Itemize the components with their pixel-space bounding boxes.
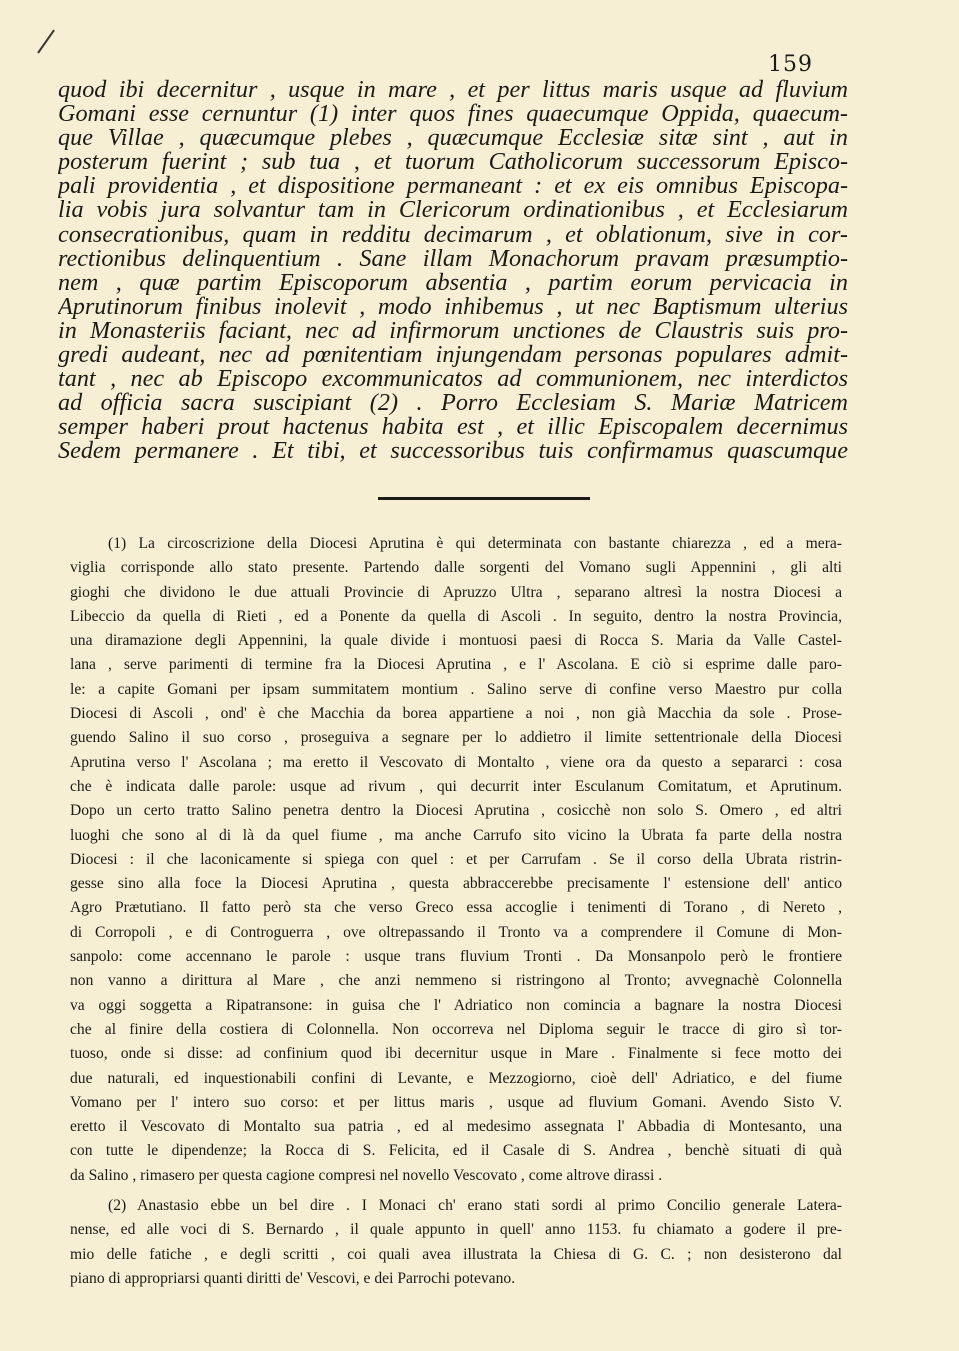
main-text-line: lia vobis jura solvantur tam in Clericorum ordinationibus , et Ecclesiarum (58, 198, 848, 223)
main-text-line: posterum fuerint ; sub tua , et tuorum Catholicorum successorum Episco- (58, 150, 848, 175)
margin-mark (37, 29, 55, 53)
footnote-line: lana , serve parimenti di termine fra la Diocesi Aprutina , e l' Ascolana. E ciò si esprime dalle paro- (70, 656, 842, 674)
footnote-line: Diocesi : il che laconicamente si spiega con quel : et per Carrufam . Se il corso della Ubrata ristrin- (70, 850, 842, 868)
footnote-line: va oggi soggetta a Ripatransone: in guisa che l' Adriatico non comincia a bagnare la nostra Diocesi (70, 996, 842, 1014)
main-text-line: nem , quæ partim Episcoporum absentia , partim eorum pervicacia in (58, 270, 848, 295)
footnote-line: Agro Prætutiano. Il fatto però sta che verso Greco essa accoglie i tenimenti di Torano , di Nereto , (70, 899, 842, 917)
page-number: 159 (768, 52, 813, 77)
footnote-line: Libeccio da quella di Rieti , ed a Ponente da quella di Ascoli . In seguito, dentro la nostra Provincia, (70, 607, 842, 625)
main-text-line: tant , nec ab Episcopo excommunicatos ad communionem, nec interdictos (58, 367, 848, 392)
footnote-line: gioghi che dividono le due attuali Provincie di Apruzzo Ultra , separano altresì la nostra Diocesi a (70, 583, 842, 601)
footnote-line: piano di appropriarsi quanti diritti de' Vescovi, e dei Parrochi potevano. (70, 1269, 516, 1287)
main-text-line: pali providentia , et dispositione permaneant : et ex eis omnibus Episcopa- (58, 174, 848, 199)
main-text-line: in Monasteriis faciant, nec ad infirmorum unctiones de Claustris suis pro- (58, 318, 848, 344)
footnote-line: Diocesi di Ascoli , ond' è che Macchia da borea appartiene a noi , non già Macchia da sole . Prose- (70, 705, 842, 723)
footnote-line: non vanno a dirittura al Mare , che anzi nemmeno si ristringono al Tronto; avvegnachè Colonnella (70, 972, 842, 990)
main-text-line: semper haberi prout hactenus habita est , et illic Episcopalem decernimus (58, 415, 848, 440)
footnote-line: nense, ed alle voci di S. Bernardo , il quale appunto in quell' anno 1153. fu chiamato a godere il pre- (70, 1221, 842, 1239)
footnote-separator-rule (378, 497, 590, 500)
main-text-line: Sedem permanere . Et tibi, et successoribus tuis confirmamus quascumque (58, 439, 848, 464)
main-text-line: Gomani esse cernuntur (1) inter quos fines quaecumque Oppida, quaecum- (58, 102, 848, 127)
main-text-line: rectionibus delinquentium . Sane illam Monachorum pravam præsumptio- (58, 246, 848, 271)
footnote-line: Vomano per l' intero suo corso: et per littus maris , usque ad fluvium Gomani. Avendo Sisto V. (70, 1093, 842, 1111)
footnote-line: le: a capite Gomani per ipsam summitatem montium . Salino serve di confine verso Maestro pur colla (70, 680, 842, 698)
footnote-line: viglia corrisponde allo stato presente. Partendo dalle sorgenti del Vomano sugli Appennini , gli alti (70, 559, 842, 577)
footnote-line: che è indicata dalle parole: usque ad rivum , qui decurrit inter Esculanum Comitatum, et Aprutinum. (70, 777, 842, 795)
footnote-line: che al finire della costiera di Colonnella. Non occorreva nel Diploma seguir le tracce di giro sì tor- (70, 1020, 842, 1038)
footnotes (70, 532, 842, 1291)
main-text-line: ad officia sacra suscipiant (2) . Porro Ecclesiam S. Mariæ Matricem (58, 391, 848, 416)
footnote-line: gesse sino alla foce la Diocesi Aprutina , questa abbraccerebbe precisamente l' estensione dell' antico (70, 875, 842, 893)
main-text-line: que Villae , quæcumque plebes , quæcumque Ecclesiæ sitæ sint , aut in (58, 126, 848, 151)
main-text-line: quod ibi decernitur , usque in mare , et per littus maris usque ad fluvium (58, 78, 848, 103)
footnote-line: da Salino , rimasero per questa cagione compresi nel novello Vescovato , come altrove dirassi . (70, 1166, 663, 1184)
footnote-line: tuoso, onde si disse: ad confinium quod ibi decernitur usque in Mare . Finalmente si fece motto dei (70, 1045, 842, 1063)
footnote-line: due naturali, ed inquestionabili confini di Levante, e Mezzogiorno, cioè dell' Adriatico, e del fiume (70, 1069, 842, 1087)
main-latin-text (58, 78, 848, 464)
footnote-line: mio delle fatiche , e degli scritti , coi quali avea illustrata la Chiesa di G. C. ; non desisterono dal (70, 1245, 842, 1263)
footnote-line: luoghi che sono al di là da quel fiume , ma anche Carrufo sito vicino la Ubrata fa parte della nostra (70, 826, 842, 844)
footnote-line: di Corropoli , e di Controguerra , ove oltrepassando il Tronto va a comprendere il Comune di Mon- (70, 923, 842, 941)
footnote-line: una diramazione degli Appennini, la quale divide i montuosi paesi di Rocca S. Maria da Valle Castel- (70, 632, 842, 650)
main-text-line: consecrationibus, quam in redditu decimarum , et oblationum, sive in cor- (58, 222, 848, 247)
footnote-line: Dopo un certo tratto Salino penetra dentro la Diocesi Aprutina , cosicchè non solo S. Omero , ed altri (70, 802, 842, 820)
main-text-line: gredi audeant, nec ad pœnitentiam injungendam personas populares admit- (58, 343, 848, 368)
footnote-line: Aprutina verso l' Ascolana ; ma eretto il Vescovato di Montalto , viene ora da questo a separarci : cosa (70, 753, 842, 771)
footnote-line: (2) Anastasio ebbe un bel dire . I Monaci ch' erano stati sordi al primo Concilio generale Latera- (108, 1197, 842, 1215)
footnote-line: (1) La circoscrizione della Diocesi Aprutina è qui determinata con bastante chiarezza , ed a mera- (108, 535, 842, 552)
main-text-line: Aprutinorum finibus inolevit , modo inhibemus , ut nec Baptismum ulterius (58, 294, 848, 319)
footnote-line: con tutte le dipendenze; la Rocca di S. Felicita, ed il Casale di S. Andrea , benchè situati di quà (70, 1142, 842, 1160)
footnote-line: guendo Salino il suo corso , proseguiva a segnare per lo addietro il limite settentrionale della Diocesi (70, 729, 842, 747)
footnote-line: sanpolo: come accennano le parole : usque trans fluvium Tronti . Da Monsanpolo però le frontiere (70, 948, 842, 966)
footnote-line: eretto il Vescovato di Montalto sua patria , ed al medesimo assegnata l' Abbadia di Montesanto, una (70, 1118, 842, 1136)
